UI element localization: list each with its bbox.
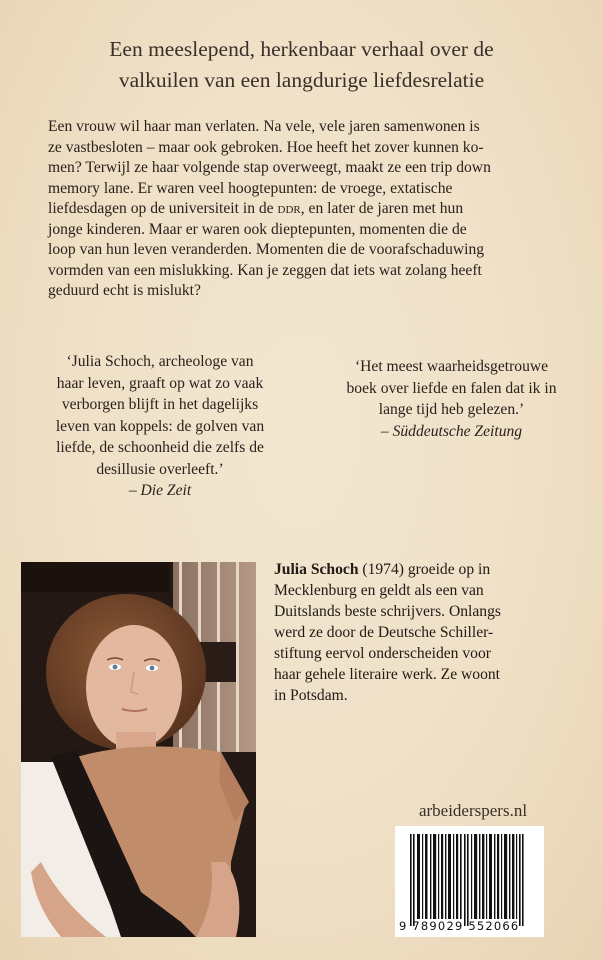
publisher-url: arbeiderspers.nl: [418, 801, 528, 820]
tagline-line: Een meeslepend, herkenbaar verhaal over de: [109, 37, 494, 61]
bio-line: Duitslands beste schrijvers. Onlangs: [274, 603, 501, 620]
quote-line: boek over liefde en falen dat ik in: [346, 379, 557, 397]
blurb-line: ze vastbesloten – maar ook gebroken. Hoe heeft het zover kunnen ko-: [48, 138, 484, 156]
blurb: [48, 117, 568, 302]
blurb-line: loop van hun leven veranderden. Momenten die de voorafschaduwing: [48, 241, 485, 258]
blurb-line: geduurd echt is mislukt?: [48, 282, 201, 299]
author-portrait-icon: [21, 562, 256, 937]
bio-line: Mecklenburg en geldt als een van: [274, 582, 484, 599]
isbn-number: 9 789029 552066: [399, 919, 520, 933]
quote-line: lange tijd heb gelezen.’: [378, 401, 525, 418]
bio-line: [274, 559, 594, 580]
blurb-line: [48, 199, 568, 220]
author-name: Julia Schoch: [274, 561, 359, 578]
quote-line: haar leven, graaft op wat zo vaak: [56, 374, 264, 392]
bio-line: in Potsdam.: [274, 687, 348, 704]
blurb-text: liefdesdagen op de universiteit in de: [48, 200, 278, 217]
blurb-line: Een vrouw wil haar man verlaten. Na vele, vele jaren samenwonen is: [48, 118, 480, 135]
blurb-text: , en later de jaren met hun: [300, 200, 464, 217]
bio-line: haar gehele literaire werk. Ze woont: [274, 666, 500, 683]
quote-source: – Süddeutsche Zeitung: [380, 422, 523, 440]
bio-line: werd ze door de Deutsche Schiller-: [274, 624, 494, 641]
author-bio: [274, 559, 594, 706]
quote-line: ‘Het meest waarheidsgetrouwe: [354, 358, 549, 375]
review-quote-die-zeit: [30, 351, 290, 502]
blurb-line: men? Terwijl ze haar volgende stap overweegt, maakt ze een trip down: [48, 159, 491, 176]
tagline: [0, 34, 603, 96]
blurb-line: vormden van een mislukking. Kan je zeggen dat iets wat zolang heeft: [48, 261, 482, 279]
quote-line: desillusie overleeft.’: [96, 460, 224, 478]
bio-line: stiftung eervol onderscheiden voor: [274, 645, 491, 662]
ddr-abbreviation: ddr: [277, 200, 301, 217]
quote-line: verborgen blijft in het dagelijks: [61, 396, 259, 413]
blurb-line: jonge kinderen. Maar er waren ook dieptepunten, momenten die de: [48, 220, 467, 238]
bio-text: (1974) groeide op in: [358, 561, 491, 578]
quote-line: leven van koppels: de golven van: [55, 417, 265, 435]
quote-line: liefde, de schoonheid die zelfs de: [56, 439, 264, 456]
tagline-line: valkuilen van een langdurige liefdesrelatie: [118, 68, 485, 92]
blurb-line: memory lane. Er waren veel hoogtepunten: de vroege, extatische: [48, 179, 453, 197]
review-quote-sueddeutsche: [300, 356, 603, 442]
quote-line: ‘Julia Schoch, archeologe van: [66, 353, 254, 370]
isbn-barcode: [395, 826, 544, 937]
author-photo: [21, 562, 256, 937]
quote-source: – Die Zeit: [128, 482, 192, 499]
